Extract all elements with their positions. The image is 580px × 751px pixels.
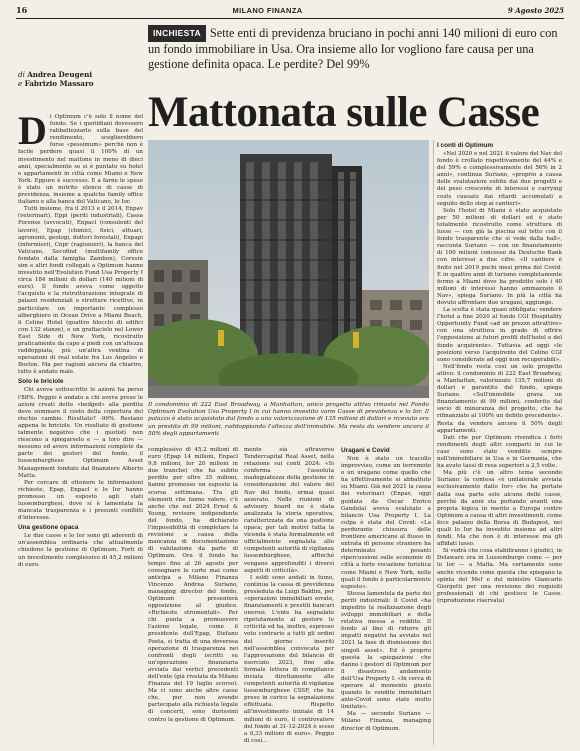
- article-title: Mattonata sulle Casse: [148, 89, 540, 136]
- page-header: [16, 4, 564, 16]
- header-rule: [16, 18, 564, 19]
- column-2: [148, 447, 238, 747]
- author-name: Andrea Deugeni: [27, 70, 93, 79]
- subtitle: Sette enti di previdenza bruciano in pochi anni 140 milioni di euro con un fondo immobiliare in Usa. Ora insieme allo Ior vogliono fare causa per una gestione definita opaca. Le perdite? Del 99%: [148, 26, 558, 72]
- paragraph: Nell'fondo resta così un solo progetto attivo: il condominio di 222 East Broadway, a Manhattan, valorizzato 135,7 milioni di dollari e garantito dal fondo, spiega Suriano. «Sull'immobile grava un finanziamento di 99 milioni, conferito dal socio di minoranza del progetto, che ha rifinanziato al 100% un debito precedente». Resta da vendere ancora il 50% degli appartamenti.: [437, 363, 562, 434]
- paragraph: Solo l'hotel di Miami è stato acquistato per 50 milioni di dollari ed è stato totalmente ricostruito come struttura di lusso — con già la piscina sul tetto con il fondo trasparente che si vede dalla hall», racconta Suriano — con un finanziamento di 100 milioni concesso da Deutsche Bank con interessi a due cifre. «Il cantiere è finito nel 2019 pochi mesi prima del Covid. E in quattro anni di turismo completamente fermo a Miami dove ha prodotto solo i 40 milioni di interessi hanno ammazzato il Nav», spiega Suriano. In più la città ha dovuto affrontare due uragani, aggiunge.: [437, 207, 562, 306]
- issue-date: 9 Agosto 2025: [507, 5, 564, 15]
- paragraph: Ma più c'è un altro tema secondo Suriano: la contesa «è unilaterale avviata esclusivamente dallo Ior» che ha portato dalla sua parte solo alcune delle casse, perché da anni sta portando avanti una propria logica in merito a Europa contro Optimum a causa di altri investimenti, come fece palazzo della Borsa di Budapest, nei quali lo Ior ha investito insieme ad altri fondi. Ma che non è di interesse ma gli affidati lusso.: [437, 470, 562, 548]
- drop-cap: D: [18, 114, 47, 153]
- paragraph: La scelta è stata quasi obbligata: vendere l'hotel a fine 2020 al fondo CGI Hospitality Opportunity Fund «ad un prezzo attrattivo» con una struttura in grado di offrire l'opposizione ai futuri profili dell'hotel e del fondo acquirente». Tuttavia ad oggi «le posizioni verso l'acquirente del Celino CGI sono considerate ad oggi non recuperabili».: [437, 307, 562, 363]
- paragraph: Si vedrà che cosa stabiliranno i giudici, in Delaware ora in Lussemburgo come — per lo Ior — a Malta. Ma certamente sono anche vicende come questa che spiegano la spinta del Mef e del ministro Giancarlo Giorgetti per una revisione dei requisiti professionali di chi gestisce le Casse. (riproduzione riservata): [437, 548, 562, 604]
- photo-caption: Il condominio di 222 East Broadway, a Manhattan, unico progetto attivo rimasto nel Fondo Optimum Evolution Usa Property I in cui hanno investito varie Casse di previdenza e lo Ior. Il palazzo è stato acquistato dal fondo a una valorizzazione di 135 milioni di dollari e ricevuto ora un prestito di 99 milioni, raddoppiando l'altezza dell'immobile. Ma resta da vendere ancora il 50% degli appartamenti: [148, 402, 429, 437]
- paragraph: Chi aveva sottoscritto le azioni ha perso l'88%. Peggio è andato a chi aveva preso le azioni creati dette «hedged» alla perdita deve sommare il costo della copertura del rischio cambio. Risultato? -99%. Restano appena le briciole. Un risultato di gestione talmente negativo che i quotisti non riescono a spiegarselo e — a loro dire — nessuno ed avere informazioni complete da parte dei gestori del fondo, il lussemburghese Optimum Asset Management fondato dal finanziere Alberto Matta.: [18, 387, 143, 479]
- page-number: 16: [16, 5, 28, 15]
- subtitle-block: [148, 25, 564, 73]
- column-divider: [433, 140, 434, 745]
- paragraph: I soldi sono andati in fumo, continua la cassa di previdenza presieduta da Luigi Baldini, per «operazioni immobiliari errate, finanziamenti e prestiti bancari onerosi. L'ente ha segnalato ripetutamente al gestore le criticità ed ha, inoltre, espresso voto contrario a tutti gli ordini del giorno inseriti nell'assemblea convocata per l'approvazione del bilancio di esercizio 2023, fino alla formale lettera di compliance inviata direttamente alle competenti autorità di vigilanza lussemburghese CSSF, che ha preso in carico la segnalazione effettuata. Rispetto all'investimento iniziale di 14 milioni di euro, il controvalore del fondo al 31-12-2024 è sceso a 0,33 milioni di euro». Peggio di così...: [244, 574, 334, 744]
- author-name: Fabrizio Massaro: [24, 79, 94, 88]
- section-heading: Uragani e Covid: [341, 447, 390, 454]
- section-heading: Solo le briciole: [18, 378, 64, 386]
- section-heading: I conti di Optimum: [437, 142, 494, 149]
- paragraph: Dati che per Optimum rivendica i forti rendimenti degli altri comparti in cui le case sono state venditte sempre nell'immobiliare in Usa o in Germania, che ha avuto tassi di resa superiori a 2,5 volte.: [437, 434, 562, 470]
- column-1: [18, 114, 143, 746]
- paragraph: i Optimum c'è solo il nome del fondo. Se i quotidiani dovessero rabbattezzarlo sulla base del rendimento, sceglierebbero forse «pessimum» perché non è facile perdere quasi il 100% di un investimento nel mattone in meno di dieci anni, specialmente se si è puntato su hotel e appartamenti in città come Miami e New York. Eppure è successo. E a farne le spese è stato un nutrito elenco di casse di previdenza, insieme a qualche family office italiano e alla banca del Vaticano, lo Ior.: [18, 114, 143, 206]
- section-heading: Una gestione opaca: [18, 524, 79, 532]
- tower-illustration: [148, 140, 429, 398]
- paragraph: Non è stato un tracollo improvviso, come un terremoto o un uragano come quello che ha effettivamente si abbattuto su Miami. Già nel 2021 la cassa dei veterinari (Enpav, oggi guidata da Oscar Enrico Gandola) aveva svalutato a bilancio Usa Property I. La colpa è stata del Covid: «La perdurante chiusura delle frontiere americane al flusso in entrata di persone straniere ha determinato pesanti ripercussioni sulle economie di città a forte vocazione turistica come Miami e New York, nelle quali il fondo è particolarmente esposto».: [341, 456, 431, 590]
- paragraph: Ma — secondo Suriano — Milano Finanza, managing director di Optimum.: [341, 711, 431, 732]
- paragraph: Tutti insieme, fra il 2013 e il 2014, Enpav (veterinari), Eppi (periti industriali), Cassa Forense (avvocati), Enpacl (consulenti del lavoro), Epap (chimici, fisici, attuari, agronomi, geologi, dottori forestali), Enpapi (infermieri), Cnpr (ragionieri), la banca del Vaticano, Secofind (multifamily office fondato dalla famiglia Zambon), Coresin sim e altri fondi collegati a Optimum hanno investito nell'Evolution Fund Usa Property I circa 184 milioni di dollari (140 milioni di euro). Il fondo aveva come oggetto l'acquisto e la ristrutturazione integrale di palazzi residenziali o strutture ricettive, in particolare un importante complesso alberghiero in Ocean Drive a Miami Beach, il Celino Hotel (quattro blocchi di edifici con 132 stanze), e un grattacielo nel Lower East Side di New York, ricostruito praticamente da capo a piedi con un'altezza raddoppiata, più un'altra ventina di operazioni di real estate fra Los Angeles e Boston. Ma per ragioni ancora da chiarire, tutto è andato male.: [18, 206, 143, 376]
- paragraph: mente sia attraverso Tendercapital Real Asset, nella relazione sui conti 2024: «Si conferma l'assoluta inadeguatezza della gestione in considerazione del valore del Nav del fondo, ormai quasi azzerato. Nelle riunioni di advisory board ne è stata analizzata la storia operativa, caratterizzata da una gestione opaca; per tali motivi tutta la vicenda è stata formalmente ed ufficialmente segnalata alle competenti autorità di vigilanza lussemburghese, affinché vengano approfonditi i diversi aspetti di criticità».: [244, 447, 334, 574]
- masthead: MILANO FINANZA: [232, 5, 303, 15]
- paragraph: Per cercare di ottenere le informazioni richieste, Epap, Enpacl e lo Ior hanno promosso un esposto agli stati lussemburghesi, dove si è lamentata la mancata trasparenza e i presunti conflitti d'interesse.: [18, 479, 143, 522]
- byline: di Andrea Deugeni e Fabrizio Massaro: [18, 70, 94, 88]
- building-photo: [148, 140, 429, 398]
- paragraph: Le due casse e lo Ior sono gli aderenti di un'assemblea ordinaria che attualmente chiedono la gestione di Optimum. Forti di un investimento complessivo di 45,2 milioni di euro.: [18, 533, 143, 568]
- paragraph: «Nel 2020 e nel 2021 il valore del Nav del fondo è crollato rispettivamente del 44% e del 59% e complessivamente del 56% in 2 anni», continua Suriano, «proprio a causa delle svalutazioni subite dai due progetti e del peso crescente di interessi e carrying costs causato dai ritardi accumulati a seguito dello stop ai cantieri».: [437, 151, 562, 207]
- kicker-label: INCHIESTA: [148, 25, 206, 42]
- column-5: [437, 142, 562, 746]
- column-3: [244, 447, 334, 747]
- paragraph: complessivo di 45,2 milioni di euro (Epap 14 milioni, Enpacl 9,8 milioni, Ior 20 milioni in due tranche) che ha subito perdite per oltre 35 milioni, hanno promosso un esposto la scorsa settimana. Tra gli elementi che fanno valere, c'è anche che nel 2024 Ernst & Young, revisore indipendente del fondo, ha dichiarato l'impossibilità di completare la revisione a causa della mancanza di documentazione di valutazione da parte di Optimum. Ora il fondo ha tempo fino al 26 agosto per consegnare le carte mai come anticipa a Milano Finanza Vincenzo Andrea Suriano, managing director del fondo, Optimum presenterà opposizione al giudice. «Richieste strumentali». Per chi punta a promuovere l'azione legale, come il presidente dell'Epap, Stefano Poeta, si tratta di una doverosa operazione di trasparenza nei confronti degli iscritti su un'operazione finanziaria avviata dai vertici precedenti dell'ente (già rivelata da Milano Finanza del 19 luglio scorso). Ma ci sono anche altre casse che, pur non avendo partecipato alla richiesta legale di concerti, sono durissimi contro la gestione di Optimum.: [148, 447, 238, 723]
- paragraph: Stessa lamentela da parte dei periti industriali: il Covid «ha impedito la realizzazione degli sviluppi immobiliari e della relativa messa a reddito. Il fondo al fine di ridurre gli impatti negativi ha avviato nel 2021 la fase di dismissione dei singoli asset». Ed è proprio questa la spiegazione che danno i gestori di Optimum per il disastroso andamento dell'Usa Property I. «In cerca di operare al momento giusto quando le vendite immobiliari ante-Covid sono state molto limitate».: [341, 590, 431, 711]
- column-4: [341, 447, 431, 747]
